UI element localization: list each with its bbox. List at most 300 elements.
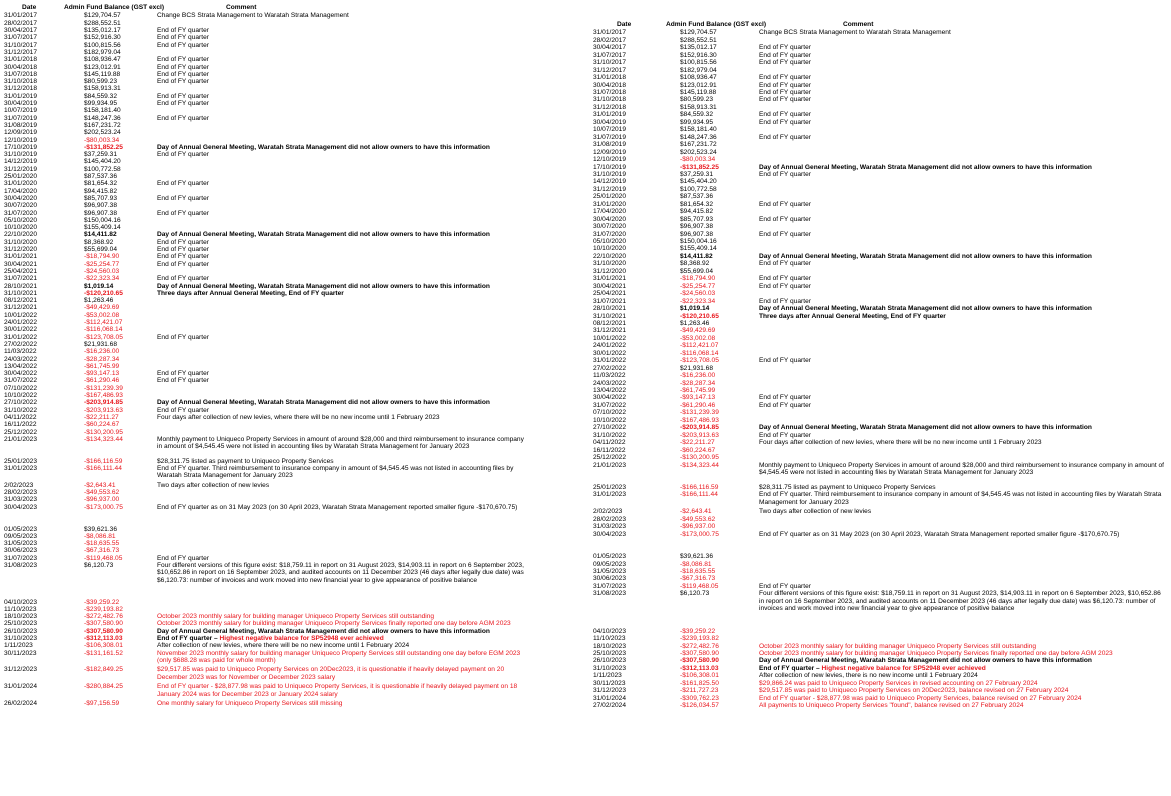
row-balance: -$18,635.55 [84,540,120,548]
row-balance: -$106,308.01 [680,672,719,680]
row-date: 30/04/2017 [593,44,627,52]
row-comment: End of FY quarter as on 31 May 2023 (on 30 April 2023, Waratah Strata Management reported smaller figure -$170,670.75) [759,530,1120,538]
row-date: 31/10/2022 [593,431,627,439]
row-date: 17/10/2019 [593,163,627,171]
row-comment: October 2023 monthly salary for building manager Uniqueco Property Services still outstanding [157,613,435,621]
row-balance: $1,263.46 [680,319,710,327]
row-balance: -$22,323.34 [84,275,120,283]
row-date: 27/02/2022 [593,364,627,372]
row-date: 30/07/2020 [593,223,627,231]
row-comment: $29,866.24 was paid to Uniqueco Property Services in revised accounting on 27 February 2024 [759,679,1038,687]
row-date: 25/12/2022 [4,428,38,436]
row-balance: -$280,884.25 [84,683,123,691]
row-balance: $94,415.82 [84,187,118,195]
row-date: 30/04/2022 [593,394,627,402]
row-comment: End of FY quarter [157,41,209,49]
row-balance: $14,411.82 [680,252,713,260]
row-date: 31/07/2021 [593,297,627,305]
row-date: 10/10/2020 [593,245,627,253]
row-balance: $87,537.36 [680,193,714,201]
row-comment: End of FY quarter [157,63,209,71]
row-balance: -$93,147.13 [84,370,120,378]
row-balance: -$60,224.67 [680,446,716,454]
row-balance: -$119,468.05 [84,554,123,562]
row-balance: -$49,553.62 [84,489,120,497]
row-comment: End of FY quarter [157,78,209,86]
row-balance: $14,411.82 [84,231,117,239]
row-balance: -$53,002.08 [84,311,120,319]
row-balance: $150,004.16 [680,238,717,245]
row-date: 31/01/2019 [593,111,627,119]
row-balance: $96,907.38 [84,202,118,210]
row-date: 18/10/2023 [4,613,38,621]
row-balance: -$24,560.03 [84,267,120,275]
row-date: 31/10/2017 [4,41,38,49]
row-comment: End of FY quarter [759,170,811,178]
row-date: 31/01/2017 [4,12,38,20]
row-balance: -$312,113.03 [84,635,123,643]
row-balance: -$39,259.22 [680,627,716,635]
row-balance: $148,247.36 [84,114,121,122]
row-comment: Day of Annual General Meeting, Waratah Strata Management did not allow owners to have this information [157,627,490,635]
row-comment: End of FY quarter [759,431,811,439]
row-balance: $37,259.31 [84,151,118,159]
row-date: 31/01/2020 [4,180,38,188]
row-date: 07/10/2022 [593,409,627,417]
row-comment: End of FY quarter [759,275,811,283]
row-comment: End of FY quarter [759,133,811,141]
row-balance: -$49,429.69 [84,304,120,312]
row-balance: -$130,200.95 [680,454,719,462]
row-date: 31/01/2019 [4,92,38,100]
row-balance: $288,552.51 [84,19,121,27]
row-comment: November 2023 monthly salary for building manager Uniqueco Property Services still outstanding one day before EGM 2023 (only $688.28 was paid for whole month) [157,649,521,664]
row-date: 31/12/2017 [4,48,38,56]
row-date: 31/03/2023 [593,523,627,531]
row-balance: -$167,486.93 [84,392,123,399]
row-date: 2/02/2023 [593,508,623,516]
highlight-text: Highest negative balance for SP52948 ever achieved [219,635,384,643]
row-balance: -$8,086.81 [84,532,116,540]
row-date: 25/04/2021 [593,290,627,298]
row-comment: End of FY quarter [759,282,811,290]
row-date: 04/11/2022 [4,413,37,421]
row-date: 31/08/2019 [593,141,627,149]
row-date: 31/01/2022 [4,333,38,341]
row-date: 31/12/2020 [593,267,627,275]
column-header-comment: Comment [843,21,874,28]
row-balance: -$18,635.55 [680,568,716,576]
row-balance: -$61,745.99 [680,387,716,394]
row-date: 28/02/2017 [4,19,38,27]
row-date: 1/11/2023 [4,642,33,650]
row-comment: End of FY quarter [157,370,209,378]
row-date: 27/02/2024 [593,702,627,710]
row-balance: $100,772.58 [84,165,121,173]
row-balance: -$67,316.73 [680,575,716,583]
row-comment: Change BCS Strata Management to Waratah Strata Management [759,29,951,37]
row-comment: End of FY quarter [759,111,811,119]
row-comment: End of FY quarter [759,59,811,67]
row-balance: $155,409.14 [680,245,717,253]
row-comment: All payments to Uniqueco Property Services "found", balance revised on 27 February 2024 [759,702,1024,710]
row-date: 01/05/2023 [4,525,38,533]
row-balance: $288,552.51 [680,36,717,44]
row-balance: -$16,236.00 [84,348,120,356]
row-date: 31/12/2023 [4,666,38,674]
row-comment: Four days after collection of new levies, where there will be no new income until 1 February 2023 [759,439,1042,447]
row-date: 26/10/2023 [4,627,38,635]
row-date: 14/12/2019 [4,158,38,166]
row-balance: -$211,727.23 [680,687,719,695]
row-date: 31/01/2017 [593,29,627,37]
row-balance: -$312,113.03 [680,664,719,672]
row-balance: -$2,643.41 [84,481,116,489]
column-header-comment: Comment [226,4,257,11]
row-balance: -$307,580.90 [680,657,719,665]
row-balance: -$120,210.65 [680,312,719,320]
row-balance: $100,815.56 [84,41,121,49]
row-balance: $1,019.14 [84,282,114,290]
row-balance: -$131,852.25 [680,163,719,171]
row-balance: $123,012.91 [84,63,121,71]
row-balance: -$307,580.90 [84,620,123,628]
row-comment: Four different versions of this figure exist: $18,759.11 in report on 31 August 2023, $14,903.11 in report on 6 September 2023, $10,652.86 in report on 16 September 2023, and audited accounts on 11 December 2023 (46 days after legally due date) was $6,120.73: number of invoices and work moved into new financial year to give appearance of positive balance [157,562,524,584]
row-balance: $39,621.36 [680,553,714,561]
row-comment: End of FY quarter [759,96,811,104]
row-balance: $37,259.31 [680,170,714,178]
row-comment: $29,517.85 was paid to Uniqueco Property Services on 20Dec2023, it is questionable if heavily delayed payment on 20 December 2023 was for November or December 2023 salary [157,666,505,681]
row-date: 16/11/2022 [593,446,626,454]
row-date: 24/03/2022 [593,379,627,387]
row-balance: $6,120.73 [680,590,710,598]
row-date: 26/02/2024 [4,700,38,708]
row-balance: $94,415.82 [680,208,714,216]
row-balance: -$49,553.62 [680,515,716,523]
row-balance: -$239,193.82 [84,605,123,613]
row-balance: -$53,002.08 [680,334,716,342]
row-comment: Day of Annual General Meeting, Waratah Strata Management did not allow owners to have this information [759,424,1092,432]
row-date: 31/10/2018 [593,96,627,104]
row-date: 31/01/2018 [593,74,627,82]
row-balance: $85,707.93 [84,194,118,202]
row-date: 30/11/2023 [593,679,626,687]
row-date: 31/07/2017 [4,34,38,42]
row-date: 10/01/2022 [593,334,627,342]
row-date: 28/10/2021 [593,305,627,313]
row-balance: $8,368.92 [680,260,710,268]
row-date: 30/04/2017 [4,27,38,34]
row-balance: -$61,745.99 [84,362,120,370]
row-comment: End of FY quarter [157,333,209,341]
row-date: 04/10/2023 [593,627,627,635]
row-date: 31/07/2017 [593,51,627,59]
row-comment: End of FY quarter [157,27,209,34]
row-comment: Day of Annual General Meeting, Waratah Strata Management did not allow owners to have this information [157,399,490,407]
row-balance: -$112,421.07 [680,342,719,350]
row-balance: $135,012.17 [680,44,717,52]
row-date: 30/06/2023 [4,547,38,555]
row-comment: October 2023 monthly salary for building manager Uniqueco Property Services finally reported one day before AGM 2023 [759,649,1113,657]
row-comment: End of FY quarter [759,44,811,52]
row-date: 31/10/2021 [4,289,38,297]
row-balance: $158,913.31 [84,85,121,93]
row-balance: -$166,116.59 [680,483,719,491]
row-date: 27/10/2022 [593,424,627,432]
highlight-text: Highest negative balance for SP52948 ever achieved [821,664,986,672]
row-date: 12/10/2019 [4,136,38,144]
row-date: 18/10/2023 [593,642,627,650]
row-comment: End of FY quarter [157,377,209,385]
row-date: 31/10/2023 [593,664,627,672]
row-comment: End of FY quarter [157,194,209,202]
row-date: 30/07/2020 [4,202,38,210]
row-comment: Day of Annual General Meeting, Waratah Strata Management did not allow owners to have this information [157,231,490,239]
row-date: 05/10/2020 [4,216,38,224]
row-balance: -$307,580.90 [680,649,719,657]
row-balance: -$272,482.76 [84,613,123,621]
row-comment: End of FY quarter [157,70,209,78]
row-balance: -$203,914.85 [680,424,719,432]
row-date: 31/10/2022 [4,406,38,414]
row-balance: -$203,913.63 [84,406,123,414]
row-balance: $150,004.16 [84,216,121,224]
row-comment: Day of Annual General Meeting, Waratah Strata Management did not allow owners to have this information [157,143,490,151]
row-date: 24/01/2022 [4,319,38,326]
row-date: 1/11/2023 [593,672,622,680]
row-comment: End of FY quarter [759,357,811,365]
row-date: 31/12/2021 [593,327,627,335]
row-balance: $80,599.23 [680,96,714,104]
column-header-balance: Admin Fund Balance (GST excl) [64,4,165,11]
row-date: 25/01/2020 [4,173,38,180]
row-balance: $152,916.30 [680,51,717,59]
row-comment: End of FY quarter [157,246,209,253]
row-balance: -$166,116.59 [84,457,123,465]
row-balance: -$61,290.46 [680,401,716,409]
row-date: 31/07/2021 [4,275,38,283]
row-comment: $28,311.75 listed as payment to Uniqueco Property Services [759,483,936,491]
row-balance: $96,907.38 [84,209,118,217]
row-date: 31/07/2018 [4,70,38,78]
row-date: 31/12/2023 [593,687,627,695]
row-date: 31/10/2021 [593,312,627,320]
row-balance: -$134,323.44 [84,435,123,443]
row-date: 10/07/2019 [4,107,38,115]
row-comment: End of FY quarter. Third reimbursement to insurance company in amount of $4,545.45 was not listed in accounting files by Waratah Strata Management for January 2023 [759,491,1162,506]
row-balance: -$16,236.00 [680,372,716,380]
row-date: 30/01/2022 [593,349,627,357]
row-date: 31/07/2022 [4,377,38,385]
row-date: 07/10/2022 [4,384,38,392]
row-balance: -$96,937.00 [680,523,716,531]
row-date: 25/10/2023 [593,649,627,657]
row-date: 17/04/2020 [4,187,38,195]
row-comment: End of FY quarter [157,56,209,64]
row-date: 11/03/2022 [593,372,626,380]
row-balance: -$22,211.27 [84,413,119,421]
row-date: 01/05/2023 [593,553,627,561]
row-balance: -$239,193.82 [680,635,719,643]
row-comment: End of FY quarter - $28,877.98 was paid to Uniqueco Property Services, balance revised on 27 February 2024 [759,694,1082,702]
row-date: 31/12/2018 [593,103,627,111]
row-date: 31/05/2023 [593,568,627,576]
row-balance: -$130,200.95 [84,428,123,436]
row-comment: End of FY quarter [157,100,209,107]
row-balance: -$28,287.34 [84,355,120,363]
row-balance: -$203,913.63 [680,431,719,439]
row-balance: $1,263.46 [84,297,114,305]
row-date: 16/11/2022 [4,421,37,429]
row-date: 24/03/2022 [4,355,38,363]
row-balance: $96,907.38 [680,230,714,238]
row-comment: End of FY quarter - $28,877.98 was paid to Uniqueco Property Services, it is questionable if heavily delayed payment on 18 January 2024 was for December 2023 or January 2024 salary [157,683,518,698]
row-balance: $8,368.92 [84,238,114,246]
row-balance: $129,704.57 [680,29,717,37]
row-date: 31/03/2023 [4,496,38,504]
row-balance: -$39,259.22 [84,598,120,606]
row-balance: $182,979.04 [680,66,717,74]
row-comment: End of FY quarter [759,74,811,82]
row-date: 25/01/2023 [593,483,627,491]
row-date: 09/05/2023 [4,532,38,540]
row-date: 31/07/2022 [593,401,627,409]
row-date: 2/02/2023 [4,481,34,489]
column-header-date: Date [22,4,37,11]
row-date: 30/04/2023 [593,530,627,538]
row-comment: $28,311.75 listed as payment to Uniqueco Property Services [157,457,334,465]
row-balance: $84,559.32 [84,92,118,100]
row-balance: -$126,034.57 [680,702,719,710]
row-date: 30/04/2021 [4,260,38,268]
row-comment: End of FY quarter [157,253,209,261]
row-date: 31/07/2018 [593,89,627,96]
row-date: 31/12/2017 [593,66,627,74]
row-date: 31/01/2021 [4,253,38,261]
row-balance: -$309,762.23 [680,694,719,702]
row-date: 27/02/2022 [4,340,38,348]
row-balance: $148,247.36 [680,133,717,141]
row-date: 30/04/2020 [4,194,38,202]
row-comment: End of FY quarter [759,118,811,126]
row-date: 21/01/2023 [593,461,627,469]
row-balance: $39,621.36 [84,525,118,533]
row-comment: End of FY quarter – Highest negative balance for SP52948 ever achieved [759,664,986,672]
row-date: 04/11/2022 [593,439,626,447]
row-date: 10/10/2020 [4,224,38,232]
row-balance: -$106,308.01 [84,642,123,650]
row-balance: $55,699.04 [680,267,714,275]
row-date: 31/07/2020 [4,209,38,217]
row-date: 31/10/2019 [593,170,627,178]
row-balance: -$61,290.46 [84,377,120,385]
row-balance: -$80,003.34 [680,156,716,164]
row-comment: End of FY quarter [759,51,811,59]
row-date: 30/04/2018 [593,81,627,89]
row-date: 17/04/2020 [593,208,627,216]
row-date: 30/04/2019 [4,100,38,107]
row-balance: $80,599.23 [84,78,118,86]
row-balance: $1,019.14 [680,305,710,313]
row-balance: -$123,708.05 [84,333,123,341]
row-comment: End of FY quarter [759,81,811,89]
row-date: 31/10/2018 [4,78,38,86]
row-balance: $6,120.73 [84,562,114,570]
row-comment: One monthly salary for Uniqueco Property Services still missing [157,700,343,708]
row-date: 28/10/2021 [4,282,38,290]
row-date: 31/10/2023 [4,635,38,643]
row-balance: -$116,068.14 [84,326,123,334]
row-date: 11/10/2023 [4,605,37,613]
row-date: 10/07/2019 [593,126,627,134]
row-date: 31/01/2023 [593,491,627,499]
row-balance: -$134,323.44 [680,461,719,469]
row-balance: $123,012.91 [680,81,717,89]
row-date: 30/11/2023 [4,649,37,657]
row-date: 31/01/2022 [593,357,627,365]
row-date: 17/10/2019 [4,143,38,151]
row-comment: End of FY quarter [157,114,209,122]
row-date: 25/12/2022 [593,454,627,462]
row-comment: Three days after Annual General Meeting, End of FY quarter [157,289,344,297]
row-comment: Monthly payment to Uniqueco Property Services in amount of around $28,000 and third reimbursement to insurance company in amount of $4,545.45 were not listed in accounting files by Waratah Strata Management for January 2023 [157,435,524,451]
row-balance: $145,119.88 [84,70,121,78]
row-comment: After collection of new levies, where there will be no new income until 1 February 2024 [157,642,410,650]
row-balance: -$173,000.75 [84,503,123,511]
row-balance: -$25,254.77 [680,282,716,290]
row-balance: -$97,156.59 [84,700,120,708]
row-balance: $158,181.40 [84,107,121,115]
row-balance: -$60,224.67 [84,421,120,429]
row-balance: $84,559.32 [680,111,714,119]
row-comment: Four days after collection of new levies, where there will be no new income until 1 February 2023 [157,413,440,421]
row-balance: -$166,111.44 [84,465,122,472]
row-date: 31/12/2019 [4,165,38,173]
row-balance: -$22,211.27 [680,439,715,447]
row-balance: -$131,852.25 [84,143,123,151]
row-balance: $81,654.32 [680,200,714,208]
row-comment: End of FY quarter [157,275,209,283]
row-balance: -$166,111.44 [680,491,718,499]
row-balance: -$112,421.07 [84,319,123,326]
row-balance: $167,231.72 [84,121,121,129]
row-date: 12/09/2019 [593,148,627,156]
row-balance: -$161,825.50 [680,679,719,687]
row-date: 30/06/2023 [593,575,627,583]
row-balance: $108,936.47 [680,74,717,82]
row-balance: $108,936.47 [84,56,121,64]
row-date: 10/10/2022 [593,416,627,424]
row-balance: -$123,708.05 [680,357,719,365]
row-comment: End of FY quarter [759,200,811,208]
row-date: 31/01/2020 [593,200,627,208]
row-date: 30/04/2022 [4,370,38,378]
row-balance: -$131,239.39 [84,384,123,392]
column-header-balance: Admin Fund Balance (GST excl) [666,21,767,28]
row-date: 31/08/2023 [4,562,38,570]
row-balance: $145,404.20 [84,158,121,166]
row-date: 30/04/2021 [593,282,627,290]
row-date: 31/07/2020 [593,230,627,238]
row-date: 28/02/2023 [593,515,627,523]
row-comment: End of FY quarter [157,180,209,188]
row-comment: End of FY quarter [157,34,209,42]
row-balance: -$8,086.81 [680,560,712,568]
row-date: 28/02/2017 [593,36,627,44]
row-comment: End of FY quarter [157,151,209,159]
row-comment: End of FY quarter [759,394,811,402]
row-date: 05/10/2020 [593,238,627,245]
